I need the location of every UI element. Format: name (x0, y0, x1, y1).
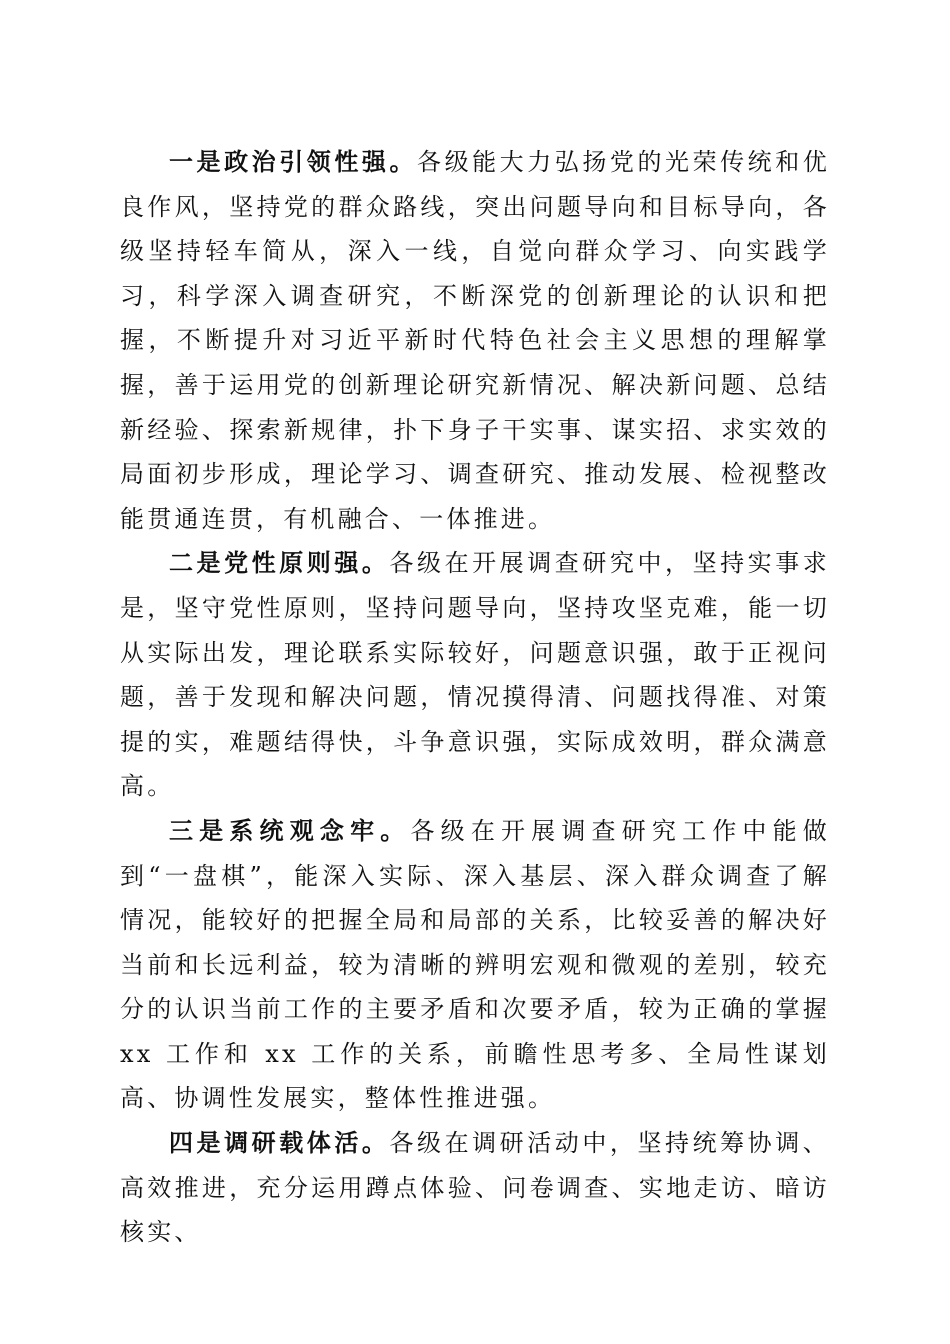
paragraph-text: 各级在调研活动中，坚持统筹协调、高效推进，充分运用蹲点体验、问卷调查、实地走访、暗访核实、 (120, 1129, 830, 1247)
paragraph-heading: 三是系统观念牢。 (169, 815, 411, 845)
paragraph-party-principle (120, 541, 830, 809)
paragraph-heading: 二是党性原则强。 (169, 548, 390, 578)
paragraph-heading: 四是调研载体活。 (169, 1128, 390, 1158)
paragraph-text: 各级在开展调查研究工作中能做到“一盘棋”，能深入实际、深入基层、深入群众调查了解情况，能较好的把握全局和局部的关系，比较妥善的解决好当前和长远利益，较为清晰的辨明宏观和微观的差别，较充分的认识当前工作的主要矛盾和次要矛盾，较为正确的掌握 xx 工作和 xx 工作的关系，前瞻性思考多、全局性谋划高、协调性发展实，整体性推进强。 (120, 816, 830, 1113)
paragraph-text: 各级能大力弘扬党的光荣传统和优良作风，坚持党的群众路线，突出问题导向和目标导向，各级坚持轻车简从，深入一线，自觉向群众学习、向实践学习，科学深入调查研究，不断深党的创新理论的认识和把握，不断提升对习近平新时代特色社会主义思想的理解掌握，善于运用党的创新理论研究新情况、解决新问题、总结新经验、探索新规律，扑下身子干实事、谋实招、求实效的局面初步形成，理论学习、调查研究、推动发展、检视整改能贯通连贯，有机融合、一体推进。 (120, 148, 830, 533)
paragraph-political-leadership (120, 140, 830, 541)
paragraph-heading: 一是政治引领性强。 (169, 147, 418, 176)
document-body (120, 140, 830, 1255)
paragraph-systems-thinking (120, 809, 830, 1121)
paragraph-research-methods (120, 1121, 830, 1255)
paragraph-text: 各级在开展调查研究中，坚持实事求是，坚守党性原则，坚持问题导向，坚持攻坚克难，能一切从实际出发，理论联系实际较好，问题意识强，敢于正视问题，善于发现和解决问题，情况摸得清、问题找得准、对策提的实，难题结得快，斗争意识强，实际成效明，群众满意高。 (120, 549, 830, 801)
